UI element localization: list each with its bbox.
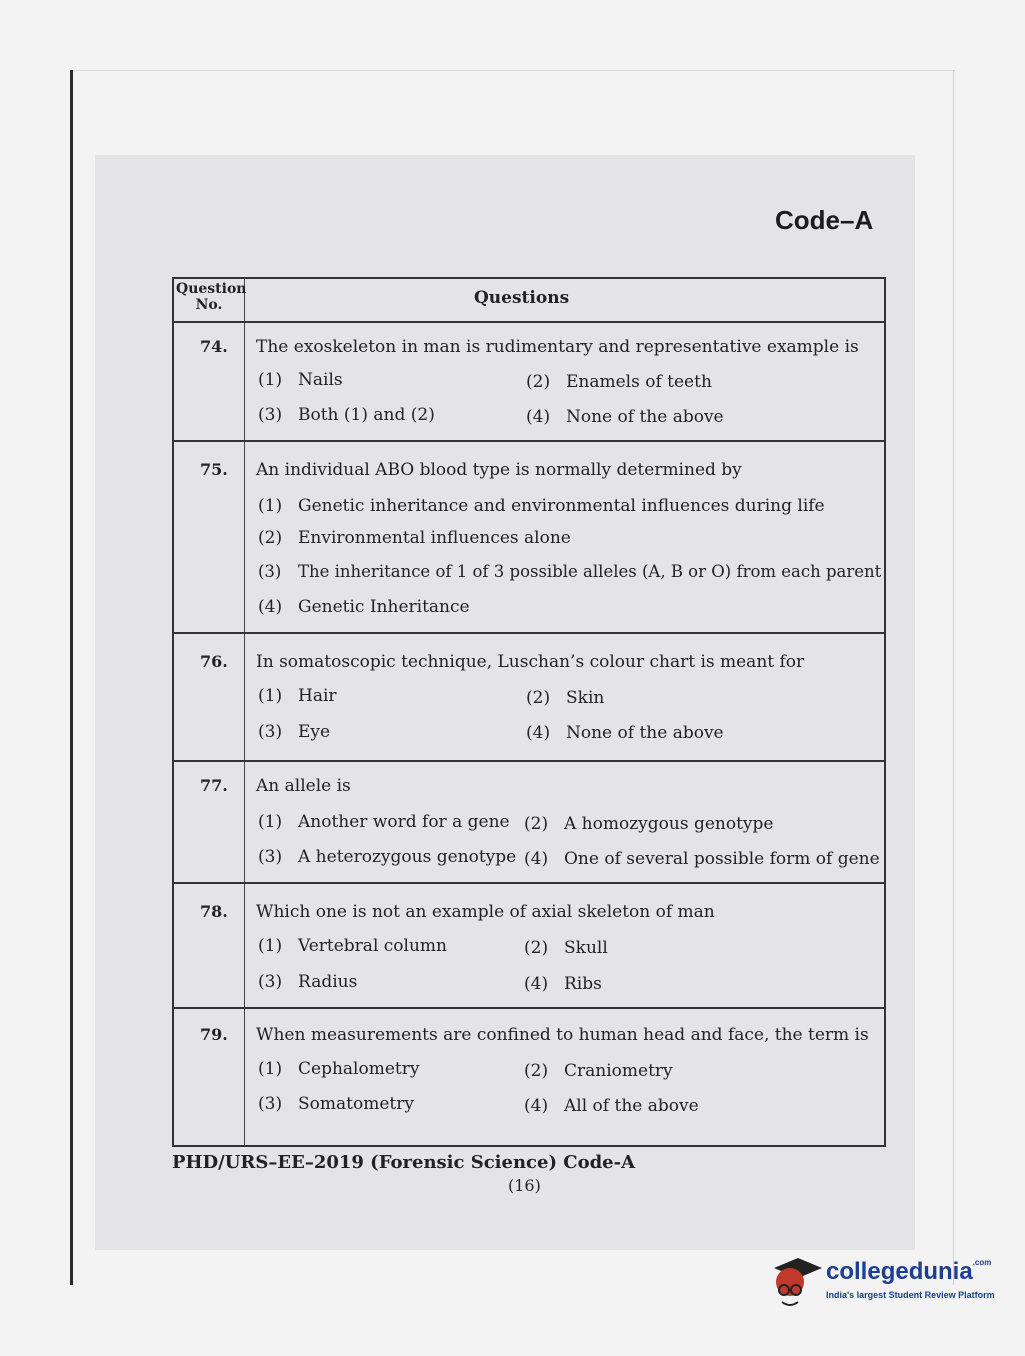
- question-number: 77.: [200, 776, 228, 795]
- option-1: (1) Vertebral column: [258, 936, 447, 956]
- option-2: (2) Skin: [526, 688, 605, 708]
- option-3: (3) A heterozygous genotype: [258, 847, 517, 867]
- option-2: (2) Craniometry: [524, 1061, 673, 1081]
- option-3: (3) Radius: [258, 972, 358, 992]
- scan-top-edge: [70, 70, 955, 71]
- header-question-no: Question No.: [176, 281, 247, 313]
- question-row-76: [174, 632, 884, 760]
- question-row-79: [174, 1007, 884, 1145]
- option-2: (2) Environmental influences alone: [258, 528, 571, 548]
- question-row-74: [174, 321, 884, 442]
- question-number: 79.: [200, 1025, 228, 1044]
- mascot-icon: [768, 1250, 824, 1320]
- question-number: 75.: [200, 460, 228, 479]
- table-header: [174, 279, 884, 323]
- question-number: 76.: [200, 652, 228, 671]
- question-text: An individual ABO blood type is normally determined by: [256, 460, 742, 480]
- option-1: (1) Nails: [258, 370, 343, 390]
- option-2: (2) Enamels of teeth: [526, 372, 712, 392]
- option-1: (1) Genetic inheritance and environmental influences during life: [258, 496, 825, 516]
- question-text: When measurements are confined to human head and face, the term is: [256, 1025, 869, 1045]
- question-row-78: [174, 882, 884, 1007]
- option-4: (4) None of the above: [526, 723, 724, 743]
- question-number: 74.: [200, 337, 228, 356]
- scan-right-edge: [953, 70, 954, 1285]
- option-3: (3) Eye: [258, 722, 331, 742]
- question-text: Which one is not an example of axial skeleton of man: [256, 902, 715, 922]
- option-4: (4) Genetic Inheritance: [258, 597, 470, 617]
- paper-footer: PHD/URS–EE–2019 (Forensic Science) Code-A: [172, 1152, 636, 1173]
- option-3: (3) The inheritance of 1 of 3 possible alleles (A, B or O) from each parent: [258, 562, 882, 581]
- option-3: (3) Somatometry: [258, 1094, 414, 1114]
- header-questions: Questions: [474, 288, 570, 308]
- question-text: In somatoscopic technique, Luschan’s colour chart is meant for: [256, 652, 805, 672]
- question-number: 78.: [200, 902, 228, 921]
- question-row-75: [174, 440, 884, 632]
- question-text: The exoskeleton in man is rudimentary and representative example is: [256, 337, 859, 357]
- option-4: (4) One of several possible form of gene: [524, 849, 880, 869]
- scan-left-edge: [70, 70, 73, 1285]
- question-row-77: [174, 760, 884, 882]
- logo-tagline: India's largest Student Review Platform: [826, 1290, 995, 1300]
- option-4: (4) Ribs: [524, 974, 602, 994]
- question-text: An allele is: [256, 776, 351, 796]
- code-label: Code–A: [775, 205, 874, 235]
- option-1: (1) Another word for a gene: [258, 812, 510, 832]
- logo-wordmark: collegedunia$^{.com}$: [826, 1258, 992, 1285]
- option-1: (1) Hair: [258, 686, 337, 706]
- page-number: (16): [508, 1176, 541, 1195]
- option-4: (4) None of the above: [526, 407, 724, 427]
- question-table: [172, 277, 886, 1147]
- option-1: (1) Cephalometry: [258, 1059, 420, 1079]
- option-2: (2) A homozygous genotype: [524, 814, 774, 834]
- collegedunia-logo: [768, 1250, 998, 1320]
- option-4: (4) All of the above: [524, 1096, 699, 1116]
- option-3: (3) Both (1) and (2): [258, 405, 435, 425]
- option-2: (2) Skull: [524, 938, 608, 958]
